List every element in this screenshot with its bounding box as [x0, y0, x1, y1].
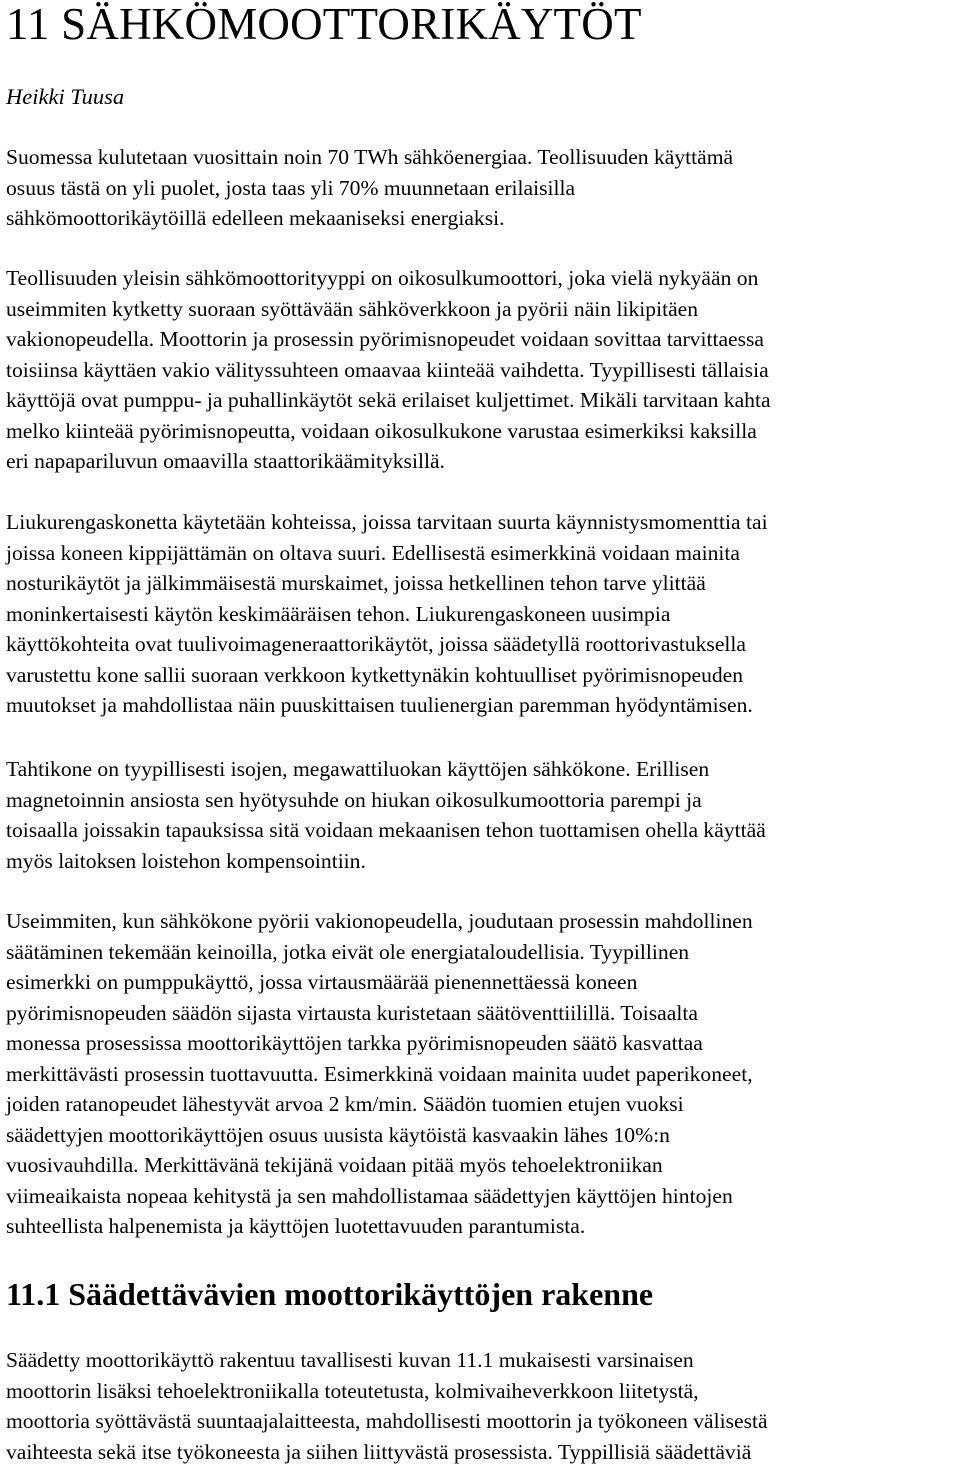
- paragraph-line: vaihteesta sekä itse työkoneesta ja siihen liittyvästä prosessista. Typpillisiä säädettäviä: [6, 1439, 752, 1464]
- paragraph-line: muutokset ja mahdollistaa näin puuskittaisen tuulienergian paremman hyödyntämisen.: [6, 693, 753, 717]
- paragraph-line: moninkertaisesti käytön keskimääräisen tehon. Liukurengaskoneen uusimpia: [6, 601, 671, 626]
- paragraph-line: vuosivauhdilla. Merkittävänä tekijänä voidaan pitää myös tehoelektroniikan: [6, 1153, 663, 1177]
- paragraph-line: moottorin lisäksi tehoelektroniikalla toteutetusta, kolmivaiheverkkoon liitetystä,: [6, 1378, 699, 1403]
- paragraph-line: sähkömoottorikäytöillä edelleen mekaaniseksi energiaksi.: [6, 206, 505, 230]
- paragraph-line: käyttöjä ovat pumppu- ja puhallinkäytöt sekä erilaiset kuljettimet. Mikäli tarvitaan kahta: [6, 388, 771, 412]
- paragraph-5: [6, 906, 960, 1242]
- paragraph-line: Suomessa kulutetaan vuosittain noin 70 TWh sähköenergiaa. Teollisuuden käyttämä: [6, 145, 734, 169]
- section-heading: 11.1 Säädettävävien moottorikäyttöjen rakenne: [6, 1276, 654, 1312]
- paragraph-1: [6, 142, 960, 234]
- paragraph-line: melko kiinteää pyörimisnopeutta, voidaan oikosulkukone varustaa esimerkiksi kaksilla: [6, 418, 757, 443]
- page-title: 11 SÄHKÖMOOTTORIKÄYTÖT: [6, 0, 642, 49]
- paragraph-line: moottoria syöttävästä suuntaajalaitteesta, mahdollisesti moottorin ja työkoneen välisestä: [6, 1409, 768, 1433]
- paragraph-4: [6, 754, 960, 876]
- paragraph-line: Liukurengaskonetta käytetään kohteissa, joissa tarvitaan suurta käynnistysmomenttia tai: [6, 510, 768, 534]
- paragraph-line: eri napapariluvun omaavilla staattorikäämityksillä.: [6, 449, 445, 473]
- paragraph-line: useimmiten kytketty suoraan syöttävään sähköverkkoon ja pyörii näin likipitäen: [6, 296, 699, 321]
- paragraph-3: [6, 507, 960, 721]
- paragraph-line: nosturikäytöt ja jälkimmäisestä murskaimet, joissa hetkellinen tehon tarve ylittää: [6, 571, 706, 595]
- paragraph-line: myös laitoksen loistehon kompensointiin.: [6, 848, 366, 873]
- paragraph-line: säädettyjen moottorikäyttöjen osuus uusista käytöistä kasvaakin lähes 10%:n: [6, 1122, 670, 1147]
- paragraph-line: käyttökohteita ovat tuulivoimageneraattorikäytöt, joissa säädetyllä roottorivastuksella: [6, 632, 746, 656]
- paragraph-line: Useimmiten, kun sähkökone pyörii vakionopeudella, joudutaan prosessin mahdollinen: [6, 909, 753, 933]
- paragraph-line: toisaalla joissakin tapauksissa sitä voidaan mekaanisen tehon tuottamisen ohella käyttää: [6, 818, 766, 842]
- paragraph-line: joissa koneen kippijättämän on oltava suuri. Edellisestä esimerkkinä voidaan mainita: [6, 540, 740, 565]
- paragraph-line: viimeaikaista nopeaa kehitystä ja sen mahdollistamaa säädettyjen käyttöjen hintojen: [6, 1183, 733, 1208]
- paragraph-line: toisiinsa käyttäen vakio välityssuhteen omaavaa kiinteää vaihdetta. Tyypillisesti tällaisia: [6, 357, 769, 382]
- paragraph-line: esimerkki on pumppukäyttö, jossa virtausmäärää pienennettäessä koneen: [6, 970, 638, 994]
- paragraph-line: varustettu kone sallii suoraan verkkoon kytkettynäkin kohtuulliset pyörimisnopeuden: [6, 662, 744, 687]
- paragraph-2: [6, 263, 960, 477]
- author-name: Heikki Tuusa: [6, 84, 125, 109]
- paragraph-line: monessa prosessissa moottorikäyttöjen tarkka pyörimisnopeuden säätö kasvattaa: [6, 1031, 703, 1055]
- paragraph-line: Tahtikone on tyypillisesti isojen, megawattiluokan käyttöjen sähkökone. Erillisen: [6, 757, 710, 781]
- paragraph-line: joiden ratanopeudet lähestyvät arvoa 2 km/min. Säädön tuomien etujen vuoksi: [6, 1092, 684, 1116]
- paragraph-line: osuus tästä on yli puolet, josta taas yli 70% muunnetaan erilaisilla: [6, 175, 576, 200]
- paragraph-line: merkittävästi prosessin tuottavuutta. Esimerkkinä voidaan mainita uudet paperikoneet,: [6, 1061, 753, 1086]
- paragraph-line: pyörimisnopeuden säädön sijasta virtausta kuristetaan säätöventtiilillä. Toisaalta: [6, 1000, 698, 1025]
- paragraph-line: magnetoinnin ansiosta sen hyötysuhde on hiukan oikosulkumoottoria parempi ja: [6, 787, 702, 812]
- paragraph-line: suhteellista halpenemista ja käyttöjen luotettavuuden parantumista.: [6, 1214, 586, 1238]
- paragraph-line: Teollisuuden yleisin sähkömoottorityyppi on oikosulkumoottori, joka vielä nykyään on: [6, 266, 759, 290]
- paragraph-line: vakionopeudella. Moottorin ja prosessin pyörimisnopeudet voidaan sovittaa tarvittaessa: [6, 327, 765, 351]
- paragraph-line: Säädetty moottorikäyttö rakentuu tavallisesti kuvan 11.1 mukaisesti varsinaisen: [6, 1348, 694, 1372]
- paragraph-line: säätäminen tekemään keinoilla, jotka eivät ole energiataloudellisia. Tyypillinen: [6, 939, 690, 964]
- section-paragraph: [6, 1345, 960, 1467]
